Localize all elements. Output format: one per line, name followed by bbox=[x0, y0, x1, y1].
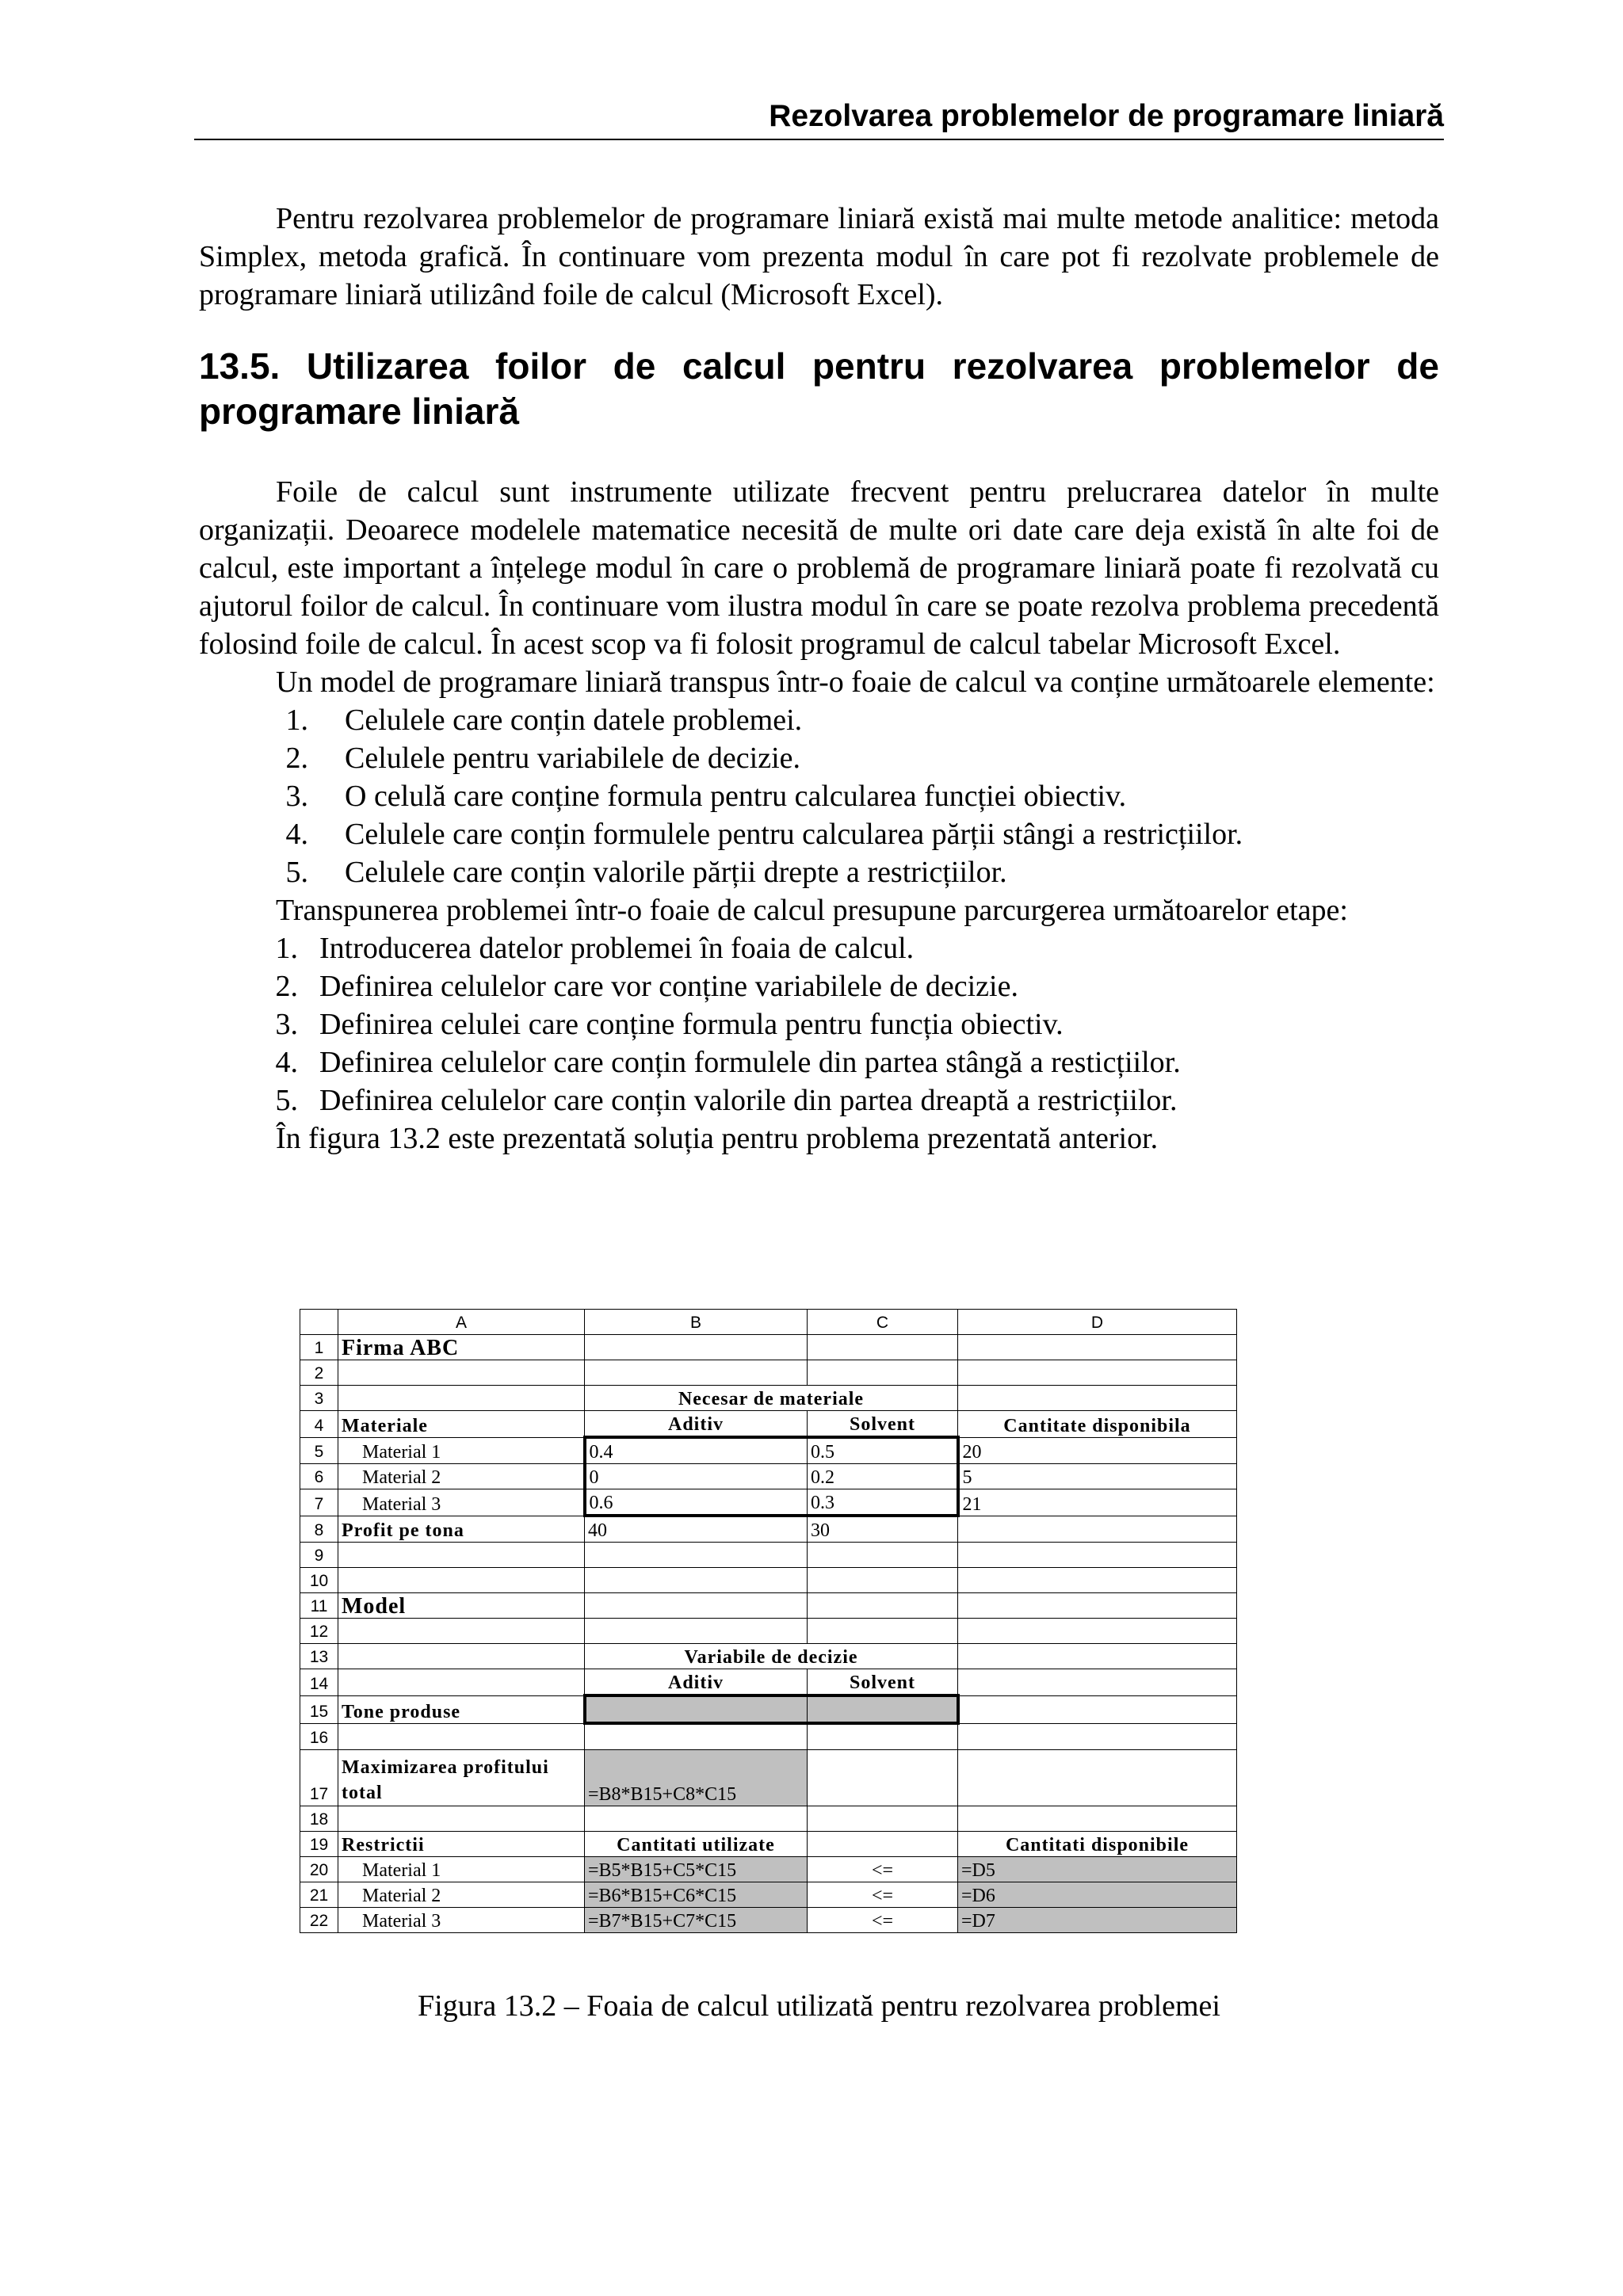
table-row bbox=[300, 1750, 1237, 1806]
table-row bbox=[300, 1386, 1237, 1411]
decision-cell bbox=[585, 1695, 808, 1723]
row-number: 11 bbox=[300, 1593, 338, 1619]
table-row bbox=[300, 1543, 1237, 1568]
list-item: 4. Definirea celulelor care conțin formulele din partea stângă a resticțiilor. bbox=[275, 1046, 1181, 1079]
row-number: 13 bbox=[300, 1644, 338, 1669]
cell bbox=[958, 1360, 1237, 1386]
cell bbox=[808, 1832, 958, 1857]
column-header: D bbox=[958, 1310, 1237, 1335]
cell: 20 bbox=[958, 1437, 1237, 1464]
cell: Tone produse bbox=[338, 1695, 585, 1723]
row-number: 16 bbox=[300, 1723, 338, 1750]
cell: Material 3 bbox=[338, 1489, 585, 1516]
table-row bbox=[300, 1695, 1237, 1723]
cell: 40 bbox=[585, 1516, 808, 1543]
row-number: 21 bbox=[300, 1882, 338, 1908]
cell bbox=[585, 1619, 808, 1644]
row-number: 17 bbox=[300, 1750, 338, 1806]
spreadsheet-figure bbox=[300, 1309, 1237, 1933]
table-row bbox=[300, 1723, 1237, 1750]
intro-paragraph: Pentru rezolvarea problemelor de programare liniară există mai multe metode analitice: metoda Simplex, metoda grafică. În continuare vom prezenta modul în care pot fi rezolvate problemele de programare liniară utilizând foile de calcul (Microsoft Excel). bbox=[199, 202, 1439, 311]
cell bbox=[808, 1750, 958, 1806]
row-number: 12 bbox=[300, 1619, 338, 1644]
list-item: 1. Celulele care conțin datele problemei. bbox=[285, 704, 803, 737]
row-number: 8 bbox=[300, 1516, 338, 1543]
cell bbox=[958, 1750, 1237, 1806]
table-row bbox=[300, 1644, 1237, 1669]
row-number: 7 bbox=[300, 1489, 338, 1516]
cell bbox=[808, 1619, 958, 1644]
steps-list bbox=[199, 929, 1439, 1119]
cell: <= bbox=[808, 1882, 958, 1908]
table-row bbox=[300, 1360, 1237, 1386]
cell: Solvent bbox=[808, 1669, 958, 1696]
row-number: 22 bbox=[300, 1908, 338, 1933]
cell: Material 3 bbox=[338, 1908, 585, 1933]
cell: 0.4 bbox=[585, 1437, 808, 1464]
row-number: 14 bbox=[300, 1669, 338, 1696]
elements-list bbox=[199, 701, 1439, 891]
cell: 0.2 bbox=[808, 1464, 958, 1489]
cell bbox=[338, 1386, 585, 1411]
row-number: 15 bbox=[300, 1695, 338, 1723]
cell: Solvent bbox=[808, 1411, 958, 1438]
table-row bbox=[300, 1437, 1237, 1464]
cell bbox=[338, 1568, 585, 1593]
cell bbox=[338, 1669, 585, 1696]
constraint-cell: =D6 bbox=[958, 1882, 1237, 1908]
decision-cell bbox=[808, 1695, 958, 1723]
section-paragraph-2: Un model de programare liniară transpus într-o foaie de calcul va conține următoarele elemente: bbox=[276, 666, 1435, 699]
cell bbox=[585, 1593, 808, 1619]
cell: Material 2 bbox=[338, 1464, 585, 1489]
constraint-cell: =B6*B15+C6*C15 bbox=[585, 1882, 808, 1908]
row-number: 20 bbox=[300, 1857, 338, 1882]
column-header: B bbox=[585, 1310, 808, 1335]
cell bbox=[585, 1568, 808, 1593]
cell bbox=[808, 1806, 958, 1832]
constraint-cell: =B5*B15+C5*C15 bbox=[585, 1857, 808, 1882]
table-row bbox=[300, 1882, 1237, 1908]
table-row bbox=[300, 1411, 1237, 1438]
cell bbox=[808, 1543, 958, 1568]
cell bbox=[585, 1806, 808, 1832]
cell bbox=[338, 1806, 585, 1832]
cell: Restrictii bbox=[338, 1832, 585, 1857]
cell: 0 bbox=[585, 1464, 808, 1489]
cell bbox=[338, 1543, 585, 1568]
cell: <= bbox=[808, 1908, 958, 1933]
cell: Firma ABC bbox=[338, 1335, 585, 1360]
cell bbox=[958, 1386, 1237, 1411]
table-row bbox=[300, 1857, 1237, 1882]
cell bbox=[338, 1360, 585, 1386]
cell bbox=[338, 1644, 585, 1669]
cell: Cantitati disponibile bbox=[958, 1832, 1237, 1857]
table-row bbox=[300, 1568, 1237, 1593]
cell bbox=[958, 1543, 1237, 1568]
cell bbox=[585, 1723, 808, 1750]
cell bbox=[958, 1568, 1237, 1593]
intro-block bbox=[199, 200, 1439, 314]
constraint-cell: =B7*B15+C7*C15 bbox=[585, 1908, 808, 1933]
cell bbox=[808, 1593, 958, 1619]
row-number: 5 bbox=[300, 1437, 338, 1464]
list-item: 3. O celulă care conține formula pentru calcularea funcției obiectiv. bbox=[285, 780, 1127, 813]
row-number: 1 bbox=[300, 1335, 338, 1360]
cell bbox=[808, 1335, 958, 1360]
cell: Material 1 bbox=[338, 1857, 585, 1882]
cell: Material 1 bbox=[338, 1437, 585, 1464]
cell: Profit pe tona bbox=[338, 1516, 585, 1543]
list-item: 2. Definirea celulelor care vor conține variabilele de decizie. bbox=[275, 970, 1018, 1003]
cell bbox=[958, 1669, 1237, 1696]
header-rule bbox=[194, 139, 1444, 140]
table-row bbox=[300, 1464, 1237, 1489]
constraint-cell: =D5 bbox=[958, 1857, 1237, 1882]
table-row bbox=[300, 1489, 1237, 1516]
cell: Aditiv bbox=[585, 1669, 808, 1696]
cell bbox=[958, 1723, 1237, 1750]
table-row bbox=[300, 1593, 1237, 1619]
cell: 0.5 bbox=[808, 1437, 958, 1464]
cell: Aditiv bbox=[585, 1411, 808, 1438]
row-number: 19 bbox=[300, 1832, 338, 1857]
cell bbox=[958, 1593, 1237, 1619]
objective-cell: =B8*B15+C8*C15 bbox=[585, 1750, 808, 1806]
cell bbox=[958, 1806, 1237, 1832]
cell bbox=[585, 1360, 808, 1386]
section-paragraph-4: În figura 13.2 este prezentată soluția pentru problema prezentată anterior. bbox=[276, 1122, 1159, 1155]
table-row bbox=[300, 1832, 1237, 1857]
cell: Variabile de decizie bbox=[585, 1644, 958, 1669]
cell bbox=[958, 1335, 1237, 1360]
row-number: 2 bbox=[300, 1360, 338, 1386]
row-number: 6 bbox=[300, 1464, 338, 1489]
list-item: 5. Celulele care conțin valorile părții drepte a restricțiilor. bbox=[285, 856, 1007, 889]
row-number: 4 bbox=[300, 1411, 338, 1438]
table-row bbox=[300, 1619, 1237, 1644]
cell: <= bbox=[808, 1857, 958, 1882]
table-row bbox=[300, 1516, 1237, 1543]
row-number: 18 bbox=[300, 1806, 338, 1832]
cell bbox=[338, 1723, 585, 1750]
row-number: 9 bbox=[300, 1543, 338, 1568]
cell: Cantitati utilizate bbox=[585, 1832, 808, 1857]
section-paragraph-3: Transpunerea problemei într-o foaie de calcul presupune parcurgerea următoarelor etape: bbox=[276, 894, 1348, 927]
cell bbox=[958, 1644, 1237, 1669]
cell: Material 2 bbox=[338, 1882, 585, 1908]
running-header: Rezolvarea problemelor de programare liniară bbox=[769, 99, 1444, 133]
list-item: 3. Definirea celulei care conține formula pentru funcția obiectiv. bbox=[275, 1008, 1064, 1041]
cell: Necesar de materiale bbox=[585, 1386, 958, 1411]
list-item: 5. Definirea celulelor care conțin valorile din partea dreaptă a restricțiilor. bbox=[275, 1084, 1178, 1117]
section-body bbox=[199, 473, 1439, 1158]
cell: 0.6 bbox=[585, 1489, 808, 1516]
corner-cell bbox=[300, 1310, 338, 1335]
cell bbox=[958, 1695, 1237, 1723]
figure-caption: Figura 13.2 – Foaia de calcul utilizată pentru rezolvarea problemei bbox=[418, 1989, 1220, 2023]
list-item: 1. Introducerea datelor problemei în foaia de calcul. bbox=[275, 932, 915, 965]
cell: 0.3 bbox=[808, 1489, 958, 1516]
table-row bbox=[300, 1669, 1237, 1696]
list-item: 2. Celulele pentru variabilele de decizie. bbox=[285, 742, 800, 775]
cell: Maximizarea profitului total bbox=[338, 1750, 585, 1806]
cell bbox=[808, 1568, 958, 1593]
cell: Cantitate disponibila bbox=[958, 1411, 1237, 1438]
column-header: C bbox=[808, 1310, 958, 1335]
cell bbox=[958, 1619, 1237, 1644]
column-header-row bbox=[300, 1310, 1237, 1335]
cell bbox=[808, 1723, 958, 1750]
cell bbox=[585, 1335, 808, 1360]
cell: Model bbox=[338, 1593, 585, 1619]
row-number: 3 bbox=[300, 1386, 338, 1411]
section-heading: 13.5. Utilizarea foilor de calcul pentru rezolvarea problemelor de programare liniară bbox=[199, 345, 1439, 432]
row-number: 10 bbox=[300, 1568, 338, 1593]
cell bbox=[808, 1360, 958, 1386]
cell: 30 bbox=[808, 1516, 958, 1543]
cell: 21 bbox=[958, 1489, 1237, 1516]
table-row bbox=[300, 1335, 1237, 1360]
list-item: 4. Celulele care conțin formulele pentru calcularea părții stângi a restricțiilor. bbox=[285, 818, 1243, 851]
cell bbox=[958, 1516, 1237, 1543]
cell bbox=[585, 1543, 808, 1568]
table-row bbox=[300, 1908, 1237, 1933]
constraint-cell: =D7 bbox=[958, 1908, 1237, 1933]
table-row bbox=[300, 1806, 1237, 1832]
section-paragraph-1: Foile de calcul sunt instrumente utilizate frecvent pentru prelucrarea datelor în multe organizații. Deoarece modelele matematice necesită de multe ori date care deja există în alte foi de calcul, este important a înțelege modul în care o problemă de programare liniară poate fi rezolvată cu ajutorul foilor de calcul. În continuare vom ilustra modul în care se poate rezolva problema precedentă folosind foile de calcul. În acest scop va fi folosit programul de calcul tabelar Microsoft Excel. bbox=[199, 475, 1439, 661]
column-header: A bbox=[338, 1310, 585, 1335]
cell bbox=[338, 1619, 585, 1644]
cell: Materiale bbox=[338, 1411, 585, 1438]
cell: 5 bbox=[958, 1464, 1237, 1489]
